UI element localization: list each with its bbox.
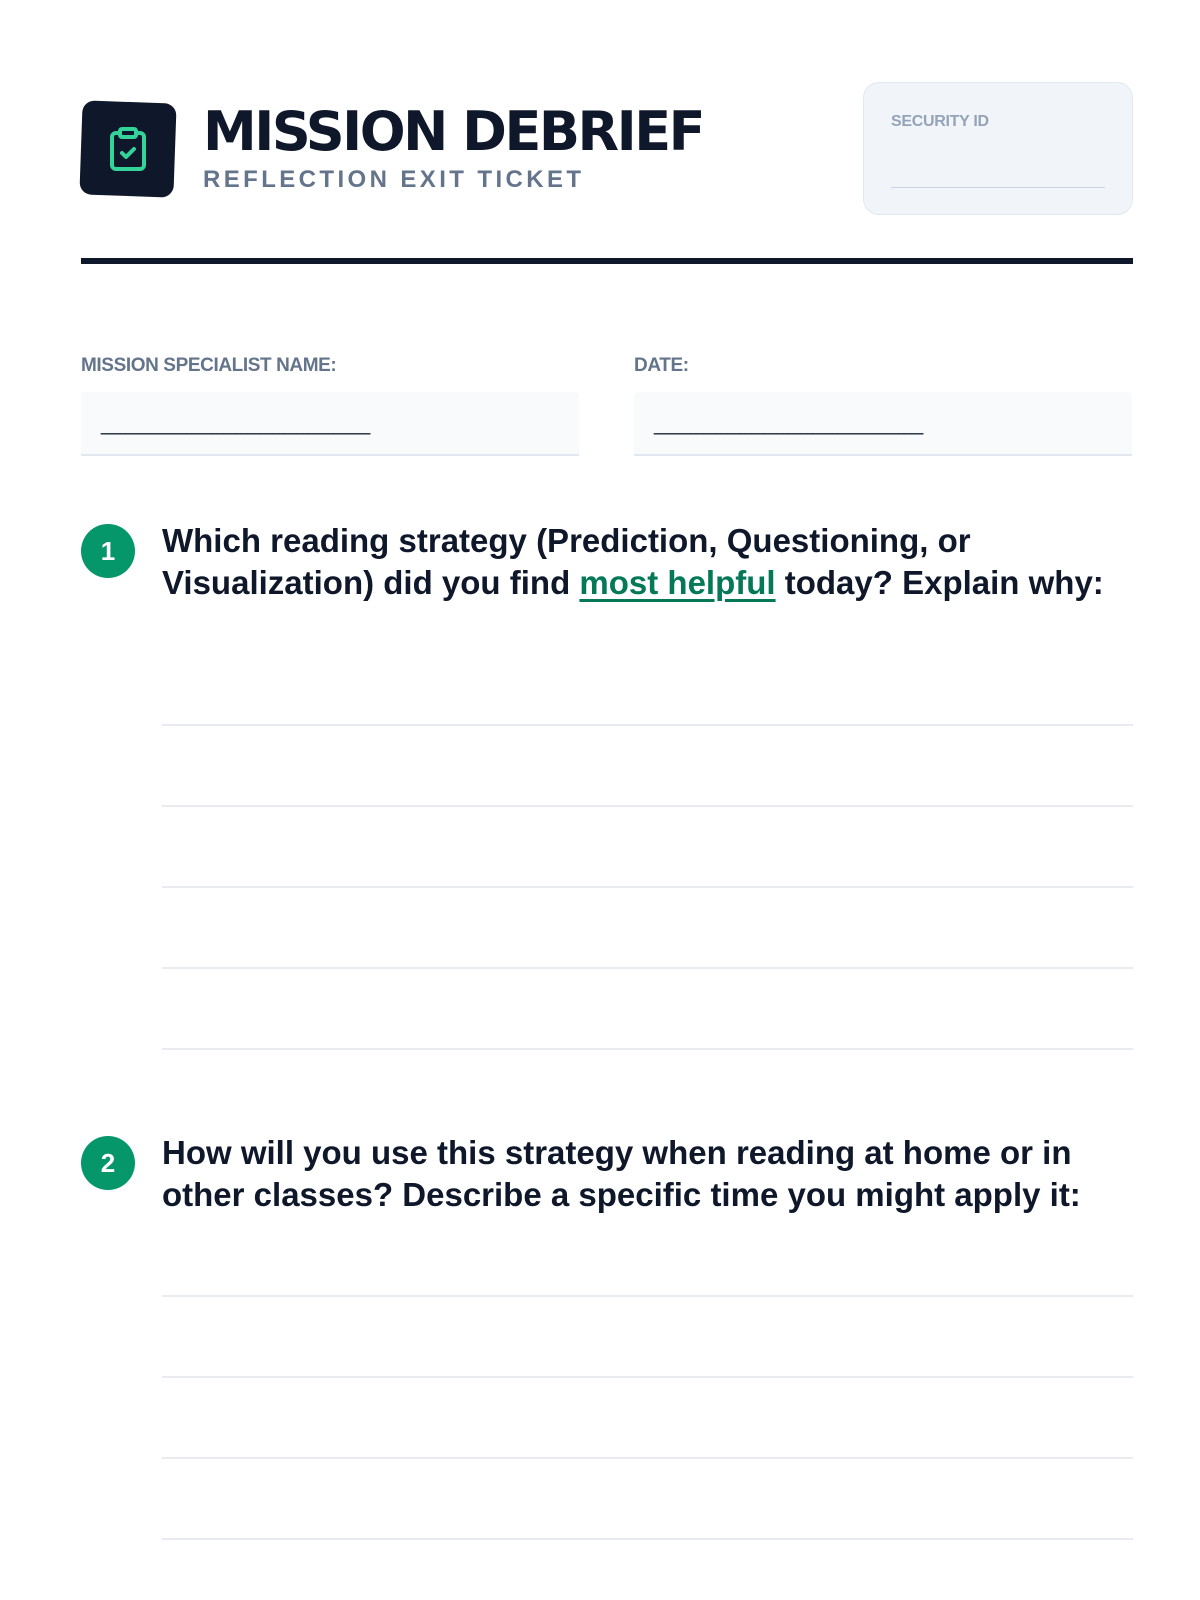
answer-line (162, 967, 1133, 969)
security-id-write-line (891, 187, 1105, 188)
question-text-start: Which reading strategy (Prediction, Questioning, or Visualization) did you find (162, 522, 971, 601)
exit-ticket-page (81, 80, 1133, 1213)
name-field-label: MISSION SPECIALIST NAME: (81, 355, 337, 376)
question-number-badge: 1 (81, 524, 135, 578)
name-field[interactable]: ______________________ (81, 392, 579, 456)
question-text: How will you use this strategy when reading at home or in other classes? Describe a specific time you might apply it: (162, 1134, 1081, 1213)
page-subtitle: REFLECTION EXIT TICKET (203, 166, 585, 193)
answer-line (162, 1295, 1133, 1297)
answer-line (162, 1048, 1133, 1050)
header (81, 80, 1133, 258)
date-field-label: DATE: (634, 355, 689, 376)
logo-badge (79, 100, 176, 197)
page-title: MISSION DEBRIEF (203, 100, 703, 163)
name-field-group (81, 354, 579, 456)
security-id-box[interactable] (863, 82, 1133, 215)
answer-line (162, 724, 1133, 726)
question-text-end: today? Explain why: (775, 564, 1104, 601)
question-text (162, 520, 1133, 604)
answer-line (162, 1376, 1133, 1378)
question-number-badge: 2 (81, 1136, 135, 1190)
date-field[interactable]: ______________________ (634, 392, 1132, 456)
title-block (203, 100, 703, 194)
date-field-group (634, 354, 1132, 456)
answer-line (162, 805, 1133, 807)
answer-line (162, 886, 1133, 888)
question-highlight: most helpful (579, 564, 776, 601)
answer-line (162, 1538, 1133, 1540)
header-divider (81, 258, 1133, 264)
security-id-label: SECURITY ID (891, 113, 989, 130)
answer-line (162, 1457, 1133, 1459)
info-fields (81, 354, 1133, 454)
clipboard-check-icon (104, 125, 152, 173)
